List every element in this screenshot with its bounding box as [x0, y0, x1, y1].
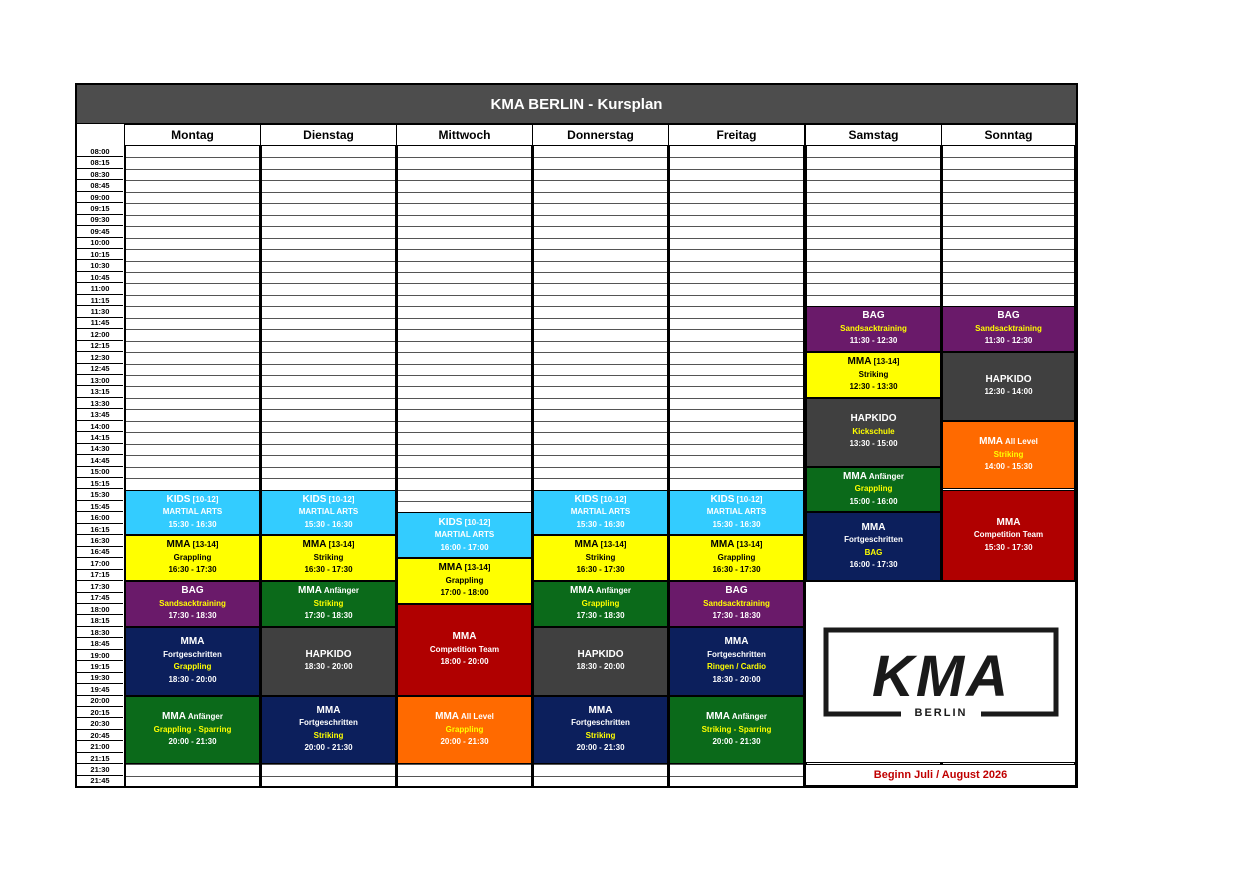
class-block[interactable]: [669, 696, 804, 765]
class-name: KIDS [10-12]: [574, 493, 627, 505]
class-name: KIDS [10-12]: [438, 516, 491, 528]
time-label: 16:30: [77, 535, 123, 546]
time-label: 21:00: [77, 741, 123, 752]
time-label: 11:00: [77, 283, 123, 294]
time-label: 15:45: [77, 501, 123, 512]
class-name: MMA Anfänger: [570, 585, 631, 597]
class-time: 16:30 - 17:30: [304, 565, 353, 575]
class-name: HAPKIDO: [577, 648, 624, 660]
logo-main-text: KMA: [871, 644, 1011, 709]
logo-icon: [806, 582, 1077, 764]
time-label: 13:45: [77, 409, 123, 420]
class-block[interactable]: [942, 490, 1075, 582]
day-header-donnerstag: Donnerstag: [532, 124, 669, 146]
class-time: 15:30 - 16:30: [712, 519, 761, 529]
class-focus: BAG: [864, 547, 883, 557]
class-time: 20:00 - 21:30: [440, 737, 489, 747]
class-block[interactable]: [942, 306, 1075, 352]
class-subtitle: Competition Team: [429, 644, 500, 654]
class-subtitle: Grappling: [854, 484, 893, 494]
time-label: 08:30: [77, 169, 123, 180]
class-block[interactable]: [125, 696, 260, 765]
class-subtitle: Striking: [585, 552, 616, 562]
time-label: 21:15: [77, 753, 123, 764]
class-block[interactable]: [125, 535, 260, 581]
class-subtitle: MARTIAL ARTS: [162, 507, 223, 517]
time-label: 15:30: [77, 490, 123, 501]
class-time: 15:30 - 17:30: [984, 542, 1033, 552]
class-time: 16:30 - 17:30: [576, 565, 625, 575]
class-block[interactable]: [942, 352, 1075, 421]
time-label: 17:00: [77, 558, 123, 569]
class-subtitle: MARTIAL ARTS: [298, 507, 359, 517]
time-label: 17:30: [77, 581, 123, 592]
class-time: 17:00 - 18:00: [440, 588, 489, 598]
class-subtitle: Grappling: [445, 724, 484, 734]
class-subtitle: Fortgeschritten: [844, 535, 903, 545]
time-label: 14:00: [77, 421, 123, 432]
class-focus: Striking: [313, 730, 344, 740]
class-block[interactable]: [533, 581, 668, 627]
time-label: 10:00: [77, 238, 123, 249]
class-name: BAG: [997, 310, 1020, 322]
class-block[interactable]: [125, 627, 260, 696]
time-label: 11:30: [77, 306, 123, 317]
time-label: 16:00: [77, 512, 123, 523]
class-subtitle: Grappling: [717, 552, 756, 562]
time-label: 08:45: [77, 180, 123, 191]
time-label: 16:15: [77, 524, 123, 535]
class-time: 18:00 - 20:00: [440, 657, 489, 667]
class-name: MMA: [180, 636, 205, 648]
day-header-mittwoch: Mittwoch: [396, 124, 533, 146]
logo-city-text: BERLIN: [914, 707, 968, 719]
time-label: 10:45: [77, 272, 123, 283]
time-label: 15:00: [77, 467, 123, 478]
time-label: 16:45: [77, 547, 123, 558]
class-name: BAG: [181, 585, 204, 597]
class-block[interactable]: [806, 306, 941, 352]
class-time: 17:30 - 18:30: [168, 611, 217, 621]
class-subtitle: Sandsacktraining: [840, 323, 907, 333]
time-label: 19:15: [77, 661, 123, 672]
day-header-samstag: Samstag: [805, 124, 942, 146]
class-name: HAPKIDO: [850, 413, 897, 425]
class-name: MMA [13-14]: [710, 539, 763, 551]
time-label: 13:15: [77, 386, 123, 397]
class-subtitle: Grappling: [445, 575, 484, 585]
time-label: 20:30: [77, 719, 123, 730]
class-subtitle: Sandsacktraining: [159, 598, 226, 608]
class-focus: Ringen / Cardio: [706, 662, 767, 672]
time-label: 19:30: [77, 673, 123, 684]
class-time: 11:30 - 12:30: [849, 336, 898, 346]
class-time: 15:30 - 16:30: [304, 519, 353, 529]
time-label: 12:30: [77, 352, 123, 363]
class-subtitle: Grappling: [173, 552, 212, 562]
class-subtitle: Fortgeschritten: [299, 718, 358, 728]
class-block[interactable]: [533, 696, 668, 765]
time-label: 17:15: [77, 570, 123, 581]
class-subtitle: Grappling: [581, 598, 620, 608]
class-block[interactable]: [669, 490, 804, 536]
time-label: 18:30: [77, 627, 123, 638]
class-subtitle: Striking - Sparring: [701, 724, 772, 734]
class-block[interactable]: [533, 627, 668, 696]
class-time: 13:30 - 15:00: [849, 439, 898, 449]
time-label: 08:15: [77, 157, 123, 168]
time-label: 13:00: [77, 375, 123, 386]
class-name: HAPKIDO: [305, 648, 352, 660]
time-label: 19:00: [77, 650, 123, 661]
class-block[interactable]: [806, 512, 941, 581]
class-time: 20:00 - 21:30: [168, 737, 217, 747]
time-label: 08:00: [77, 146, 123, 157]
time-label: 20:15: [77, 707, 123, 718]
class-time: 18:30 - 20:00: [304, 662, 353, 672]
class-subtitle: Grappling - Sparring: [153, 724, 232, 734]
class-name: BAG: [862, 310, 885, 322]
class-block[interactable]: [806, 467, 941, 513]
footer-note: Beginn Juli / August 2026: [805, 764, 1076, 786]
class-subtitle: Striking: [858, 369, 889, 379]
class-name: MMA: [861, 521, 886, 533]
class-name: MMA: [316, 704, 341, 716]
class-name: MMA Anfänger: [298, 585, 359, 597]
class-subtitle: MARTIAL ARTS: [434, 530, 495, 540]
class-name: MMA [13-14]: [302, 539, 355, 551]
time-label: 12:15: [77, 341, 123, 352]
time-label: 09:15: [77, 203, 123, 214]
class-time: 18:30 - 20:00: [576, 662, 625, 672]
time-label: 11:15: [77, 295, 123, 306]
class-subtitle: MARTIAL ARTS: [706, 507, 767, 517]
time-label: 17:45: [77, 593, 123, 604]
class-time: 15:30 - 16:30: [576, 519, 625, 529]
time-label: 10:30: [77, 261, 123, 272]
day-header-montag: Montag: [124, 124, 261, 146]
time-label: 21:45: [77, 776, 123, 787]
class-time: 16:00 - 17:00: [440, 542, 489, 552]
time-label: 10:15: [77, 249, 123, 260]
class-block[interactable]: [806, 398, 941, 467]
class-name: KIDS [10-12]: [710, 493, 763, 505]
class-block[interactable]: [261, 535, 396, 581]
class-block[interactable]: [533, 535, 668, 581]
class-block[interactable]: [261, 627, 396, 696]
class-block[interactable]: [261, 581, 396, 627]
class-block[interactable]: [261, 696, 396, 765]
class-block[interactable]: [397, 604, 532, 696]
class-time: 17:30 - 18:30: [304, 611, 353, 621]
class-name: MMA [13-14]: [166, 539, 219, 551]
class-name: MMA: [996, 516, 1021, 528]
class-time: 18:30 - 20:00: [168, 674, 217, 684]
class-subtitle: Sandsacktraining: [975, 323, 1042, 333]
class-time: 12:30 - 14:00: [984, 387, 1033, 397]
class-subtitle: Fortgeschritten: [163, 649, 222, 659]
class-name: MMA Anfänger: [162, 711, 223, 723]
class-name: MMA All Level: [435, 711, 494, 723]
class-name: KIDS [10-12]: [166, 493, 219, 505]
class-time: 12:30 - 13:30: [849, 382, 898, 392]
time-label: 18:45: [77, 638, 123, 649]
class-block[interactable]: [397, 512, 532, 558]
class-name: MMA [13-14]: [574, 539, 627, 551]
class-subtitle: Competition Team: [973, 530, 1044, 540]
day-header-sonntag: Sonntag: [941, 124, 1076, 146]
class-block[interactable]: [942, 421, 1075, 490]
class-time: 11:30 - 12:30: [984, 336, 1033, 346]
class-time: 18:30 - 20:00: [712, 674, 761, 684]
class-subtitle: Striking: [313, 598, 344, 608]
time-label: 12:00: [77, 329, 123, 340]
time-label: 12:45: [77, 364, 123, 375]
class-block[interactable]: [261, 490, 396, 536]
class-name: HAPKIDO: [985, 373, 1032, 385]
class-name: MMA: [588, 704, 613, 716]
time-label: 14:15: [77, 432, 123, 443]
class-time: 20:00 - 21:30: [304, 743, 353, 753]
class-time: 16:00 - 17:30: [849, 560, 898, 570]
class-time: 15:30 - 16:30: [168, 519, 217, 529]
class-block[interactable]: [397, 696, 532, 765]
class-name: MMA: [724, 636, 749, 648]
class-focus: Striking: [585, 730, 616, 740]
time-label: 11:45: [77, 318, 123, 329]
class-time: 20:00 - 21:30: [576, 743, 625, 753]
class-name: MMA Anfänger: [706, 711, 767, 723]
class-subtitle: Fortgeschritten: [707, 649, 766, 659]
class-name: MMA [13-14]: [438, 562, 491, 574]
class-block[interactable]: [125, 581, 260, 627]
class-subtitle: Fortgeschritten: [571, 718, 630, 728]
class-block[interactable]: [125, 490, 260, 536]
class-subtitle: Striking: [313, 552, 344, 562]
class-block[interactable]: [806, 352, 941, 398]
time-label: 09:00: [77, 192, 123, 203]
class-time: 16:30 - 17:30: [712, 565, 761, 575]
class-subtitle: Kickschule: [852, 426, 895, 436]
time-label: 19:45: [77, 684, 123, 695]
page-title: KMA BERLIN - Kursplan: [77, 85, 1076, 124]
class-name: KIDS [10-12]: [302, 493, 355, 505]
class-time: 14:00 - 15:30: [984, 462, 1033, 472]
time-label: 21:30: [77, 764, 123, 775]
class-block[interactable]: [669, 535, 804, 581]
class-name: MMA Anfänger: [843, 470, 904, 482]
kma-berlin-logo: [805, 581, 1076, 763]
class-block[interactable]: [397, 558, 532, 604]
class-time: 20:00 - 21:30: [712, 737, 761, 747]
class-block[interactable]: [533, 490, 668, 536]
time-label: 14:30: [77, 444, 123, 455]
class-time: 17:30 - 18:30: [712, 611, 761, 621]
class-block[interactable]: [669, 627, 804, 696]
class-name: MMA [13-14]: [847, 356, 900, 368]
time-label: 20:45: [77, 730, 123, 741]
class-time: 17:30 - 18:30: [576, 611, 625, 621]
day-header-dienstag: Dienstag: [260, 124, 397, 146]
class-name: MMA All Level: [979, 436, 1038, 448]
class-focus: Grappling: [173, 662, 212, 672]
class-name: MMA: [452, 631, 477, 643]
day-header-freitag: Freitag: [668, 124, 805, 146]
class-name: BAG: [725, 585, 748, 597]
class-subtitle: MARTIAL ARTS: [570, 507, 631, 517]
class-time: 15:00 - 16:00: [849, 496, 898, 506]
time-label: 20:00: [77, 696, 123, 707]
class-block[interactable]: [669, 581, 804, 627]
time-label: 14:45: [77, 455, 123, 466]
time-label: 13:30: [77, 398, 123, 409]
time-label: 15:15: [77, 478, 123, 489]
time-label: 18:00: [77, 604, 123, 615]
class-subtitle: Sandsacktraining: [703, 598, 770, 608]
class-subtitle: Striking: [993, 449, 1024, 459]
time-label: 09:45: [77, 226, 123, 237]
time-label: 09:30: [77, 215, 123, 226]
class-time: 16:30 - 17:30: [168, 565, 217, 575]
time-label: 18:15: [77, 615, 123, 626]
